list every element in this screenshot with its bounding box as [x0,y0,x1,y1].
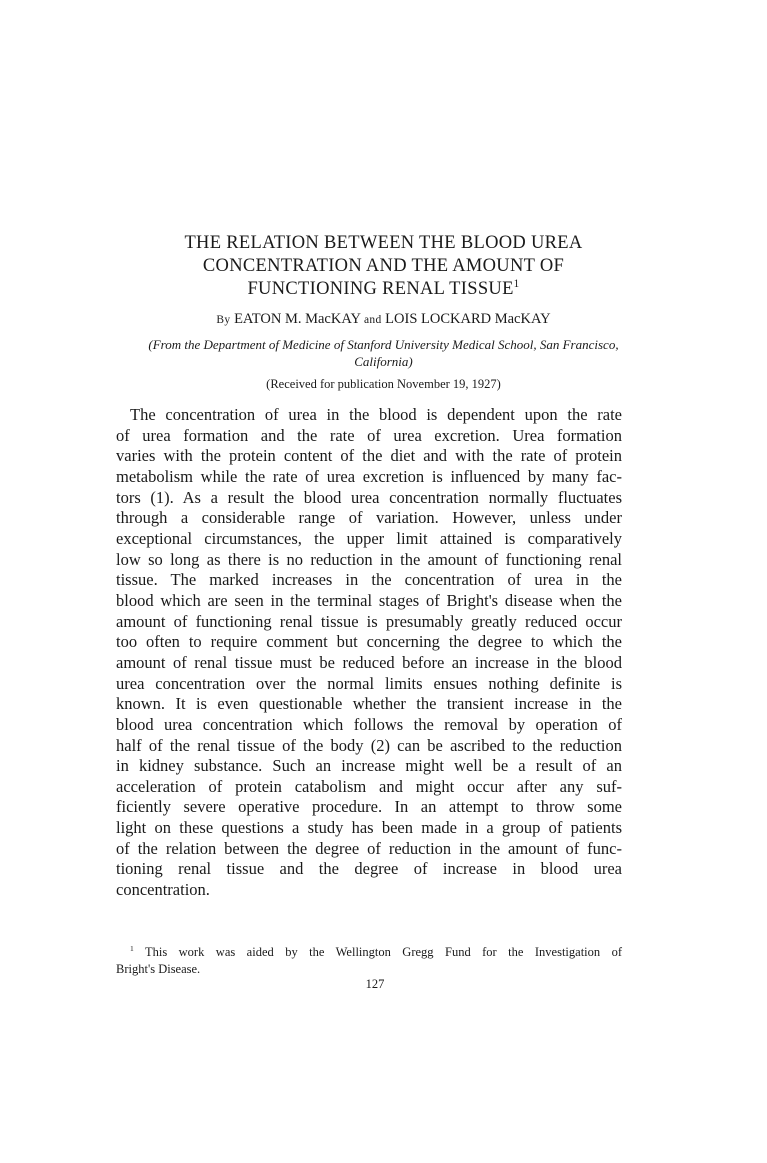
body-line: The concentration of urea in the blood is dependent upon the rate [130,405,622,424]
footnote [116,944,622,978]
affiliation [116,336,651,370]
author-byline [100,310,667,329]
body-line: urea concentration over the normal limits ensues nothing definite is [116,673,622,693]
body-line: known. It is even questionable whether the transient increase in the [116,694,622,714]
title-footnote-marker: 1 [513,277,520,290]
affiliation-line: California) [354,354,413,369]
body-line: through a considerable range of variation. However, unless under [116,508,622,528]
body-line: in kidney substance. Such an increase might well be a result of an [116,756,622,776]
body-line: half of the renal tissue of the body (2) can be ascribed to the reduction [116,735,622,755]
footnote-marker: 1 [130,943,134,953]
body-line: low so long as there is no reduction in the amount of functioning renal [116,549,622,569]
body-line: exceptional circumstances, the upper limit attained is comparatively [116,528,622,548]
title-line: CONCENTRATION AND THE AMOUNT OF [202,256,565,276]
body-line: tioning renal tissue and the degree of increase in blood urea [116,859,622,879]
body-line: varies with the protein content of the diet and with the rate of protein [116,446,622,466]
body-line: ficiently severe operative procedure. In an attempt to throw some [116,797,622,817]
body-line: tissue. The marked increases in the concentration of urea in the [116,570,622,590]
page-number: 127 [365,977,385,991]
body-line: of the relation between the degree of reduction in the amount of func- [116,838,622,858]
body-paragraph [116,405,622,901]
footnote-line: Bright's Disease. [116,962,201,976]
byline-and: and [364,314,382,326]
article-title [100,232,667,301]
author-name: EATON M. MacKAY [234,311,361,327]
byline-by: By [216,314,231,326]
title-line: THE RELATION BETWEEN THE BLOOD UREA [184,233,583,253]
body-line: amount of renal tissue must be reduced before an increase in the blood [116,652,622,672]
title-line: FUNCTIONING RENAL TISSUE$^1$ [247,277,520,299]
body-line: metabolism while the rate of urea excretion is influenced by many fac- [116,466,622,486]
body-line: blood which are seen in the terminal stages of Bright's disease when the [116,590,622,610]
body-line: tors (1). As a result the blood urea concentration normally fluctuates [116,487,622,507]
received-date: (Received for publication November 19, 1927) [266,377,501,391]
body-line: concentration. [116,880,210,900]
body-line: blood urea concentration which follows the removal by operation of [116,714,622,734]
author-name: LOIS LOCKARD MacKAY [385,311,551,327]
body-line: acceleration of protein catabolism and might occur after any suf- [116,776,622,796]
body-line: of urea formation and the rate of urea excretion. Urea formation [116,425,622,445]
body-line: light on these questions a study has been made in a group of patients [116,818,622,838]
body-line: too often to require comment but concerning the degree to which the [116,632,622,652]
body-line: amount of functioning renal tissue is presumably greatly reduced occur [116,611,622,631]
affiliation-line: (From the Department of Medicine of Stanford University Medical School, San Francisco, [148,337,619,352]
footnote-line: $^1$ This work was aided by the Wellington Gregg Fund for the Investigation of [130,943,623,959]
